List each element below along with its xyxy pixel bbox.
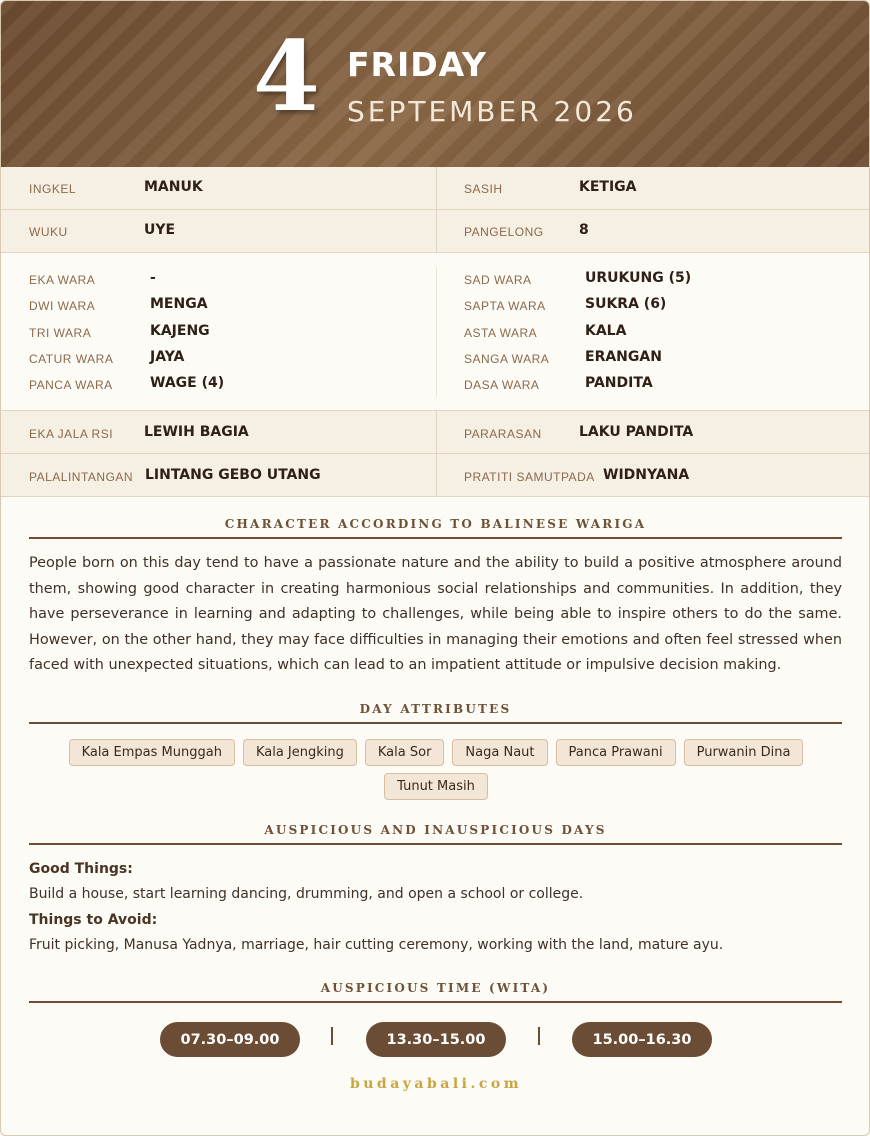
panca-wara-value: WAGE (4): [150, 375, 225, 391]
attribute-chip: Kala Jengking: [243, 739, 357, 766]
asta-wara-value: KALA: [585, 323, 627, 339]
attribute-chip: Naga Naut: [452, 739, 547, 766]
catur-wara-value: JAYA: [150, 349, 185, 365]
asta-wara-label: ASTA WARA: [464, 326, 538, 340]
date-header: [1, 1, 870, 167]
info-cell-wuku: [1, 210, 436, 253]
info-cell-pangelong: [436, 210, 870, 253]
pratiti-samutpada-value: WIDNYANA: [603, 467, 690, 483]
pararasan-label: PARARASAN: [464, 427, 542, 441]
ingkel-label: INGKEL: [29, 182, 77, 196]
ingkel-value: MANUK: [144, 179, 203, 195]
time-divider: [29, 1001, 842, 1003]
sasih-label: SASIH: [464, 182, 503, 196]
palalintangan-value: LINTANG GEBO UTANG: [145, 467, 321, 483]
info-cell-eka-jala-rsi: [1, 411, 436, 454]
pangelong-label: PANGELONG: [464, 225, 544, 239]
attributes-divider: [29, 722, 842, 724]
pararasan-value: LAKU PANDITA: [579, 424, 694, 440]
sad-wara-label: SAD WARA: [464, 273, 532, 287]
days-section-title: AUSPICIOUS AND INAUSPICIOUS DAYS: [264, 823, 607, 837]
dwi-wara-label: DWI WARA: [29, 299, 96, 313]
sapta-wara-value: SUKRA (6): [585, 296, 667, 312]
time-slot-pill: 07.30–09.00: [160, 1022, 300, 1057]
panca-wara-label: PANCA WARA: [29, 378, 113, 392]
dwi-wara-value: MENGA: [150, 296, 208, 312]
things-to-avoid-text: Fruit picking, Manusa Yadnya, marriage, hair cutting ceremony, working with the land, mature ayu.: [29, 937, 724, 953]
palalintangan-label: PALALINTANGAN: [29, 470, 134, 484]
tri-wara-value: KAJENG: [150, 323, 210, 339]
weekday-label: FRIDAY: [347, 45, 487, 84]
eka-jala-rsi-value: LEWIH BAGIA: [144, 424, 249, 440]
good-things-heading: Good Things:: [29, 861, 133, 877]
eka-wara-label: EKA WARA: [29, 273, 96, 287]
wara-divider: [436, 267, 437, 397]
good-things-text: Build a house, start learning dancing, drumming, and open a school or college.: [29, 886, 584, 902]
attribute-chip: Tunut Masih: [384, 773, 488, 800]
days-divider: [29, 843, 842, 845]
time-separator: [331, 1027, 333, 1045]
info-cell-pararasan: [436, 411, 870, 454]
things-to-avoid-heading: Things to Avoid:: [29, 912, 158, 928]
info-cell-pratiti-samutpada: [436, 454, 870, 497]
sapta-wara-label: SAPTA WARA: [464, 299, 546, 313]
day-number: 4: [253, 20, 320, 133]
wuku-value: UYE: [144, 222, 176, 238]
sad-wara-value: URUKUNG (5): [585, 270, 692, 286]
site-footer-link[interactable]: budayabali.com: [349, 1076, 523, 1092]
eka-wara-value: -: [150, 270, 156, 286]
dasa-wara-label: DASA WARA: [464, 378, 540, 392]
info-cell-palalintangan: [1, 454, 436, 497]
character-section-title: CHARACTER ACCORDING TO BALINESE WARIGA: [224, 517, 647, 531]
time-slot-pill: 15.00–16.30: [572, 1022, 712, 1057]
attribute-chip: Kala Empas Munggah: [69, 739, 235, 766]
attribute-chip: Kala Sor: [365, 739, 445, 766]
attribute-chip-list: [61, 739, 811, 800]
info-row-wuku-pangelong: [1, 210, 870, 253]
sasih-value: KETIGA: [579, 179, 637, 195]
time-section-title: AUSPICIOUS TIME (WITA): [320, 981, 551, 995]
info-row-ekajalarsi-pararasan: [1, 411, 870, 454]
character-divider: [29, 537, 842, 539]
sanga-wara-value: ERANGAN: [585, 349, 662, 365]
character-description: People born on this day tend to have a passionate nature and the ability to build a positive atmosphere around them, showing good character in creating harmonious social relationships and communities. In addition, they have perseverance in learning and adapting to challenges, while being able to inspire others to do the same. However, on the other hand, they may face difficulties in managing their emotions and often feel stressed when faced with unexpected situations, which can lead to an impatient attitude or impulsive decision making.: [29, 555, 842, 674]
eka-jala-rsi-label: EKA JALA RSI: [29, 427, 114, 441]
attribute-chip: Purwanin Dina: [684, 739, 804, 766]
wuku-label: WUKU: [29, 225, 68, 239]
info-cell-ingkel: [1, 167, 436, 210]
info-cell-sasih: [436, 167, 870, 210]
time-separator: [538, 1027, 540, 1045]
info-row-palalintangan-pratiti: [1, 454, 870, 497]
info-row-ingkel-sasih: [1, 167, 870, 210]
catur-wara-label: CATUR WARA: [29, 352, 114, 366]
sanga-wara-label: SANGA WARA: [464, 352, 550, 366]
attribute-chip: Panca Prawani: [556, 739, 676, 766]
month-year-label: SEPTEMBER 2026: [347, 95, 637, 128]
pangelong-value: 8: [579, 222, 589, 238]
pratiti-samutpada-label: PRATITI SAMUTPADA: [464, 470, 595, 484]
tri-wara-label: TRI WARA: [29, 326, 92, 340]
time-slot-pill: 13.30–15.00: [366, 1022, 506, 1057]
attributes-section-title: DAY ATTRIBUTES: [359, 702, 512, 716]
wara-table: [1, 253, 870, 411]
dasa-wara-value: PANDITA: [585, 375, 653, 391]
